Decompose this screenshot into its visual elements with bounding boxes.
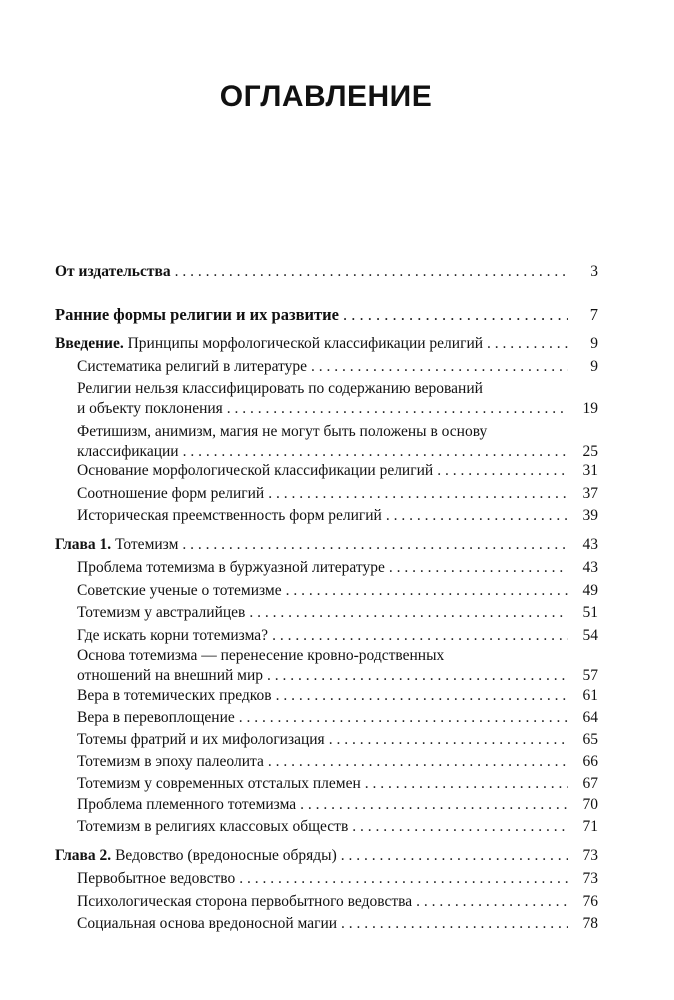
toc-entry-label: От издательства [55, 263, 171, 280]
toc-entry-label: Тотемизм в эпоху палеолита [77, 753, 264, 770]
toc-entry-label: Психологическая сторона первобытного ведовства [77, 893, 413, 910]
toc-entry[interactable] [77, 379, 598, 419]
toc-entry[interactable] [77, 869, 598, 889]
dot-leader [300, 795, 568, 815]
toc-entry[interactable] [77, 817, 598, 837]
dot-leader [437, 461, 568, 481]
toc-entry-chapter-2[interactable] [55, 846, 598, 866]
toc-entry[interactable] [77, 892, 598, 912]
toc-page-number: 25 [582, 443, 598, 460]
toc-entry-label: Тотемизм в религиях классовых обществ [77, 818, 349, 835]
toc-entry[interactable] [77, 646, 598, 686]
dot-leader [268, 484, 568, 504]
toc-page-number: 51 [582, 604, 598, 621]
toc-entry[interactable] [77, 752, 598, 772]
toc-entry[interactable] [77, 708, 598, 728]
toc-entry[interactable] [77, 795, 598, 815]
toc-entry-early-forms[interactable] [55, 305, 598, 325]
toc-entry-prefix: Введение. [55, 335, 124, 352]
toc-page-number: 43 [582, 536, 598, 553]
dot-leader [311, 357, 568, 377]
toc-entry-text: Принципы морфологической классификации религий [123, 335, 484, 352]
toc-entry[interactable] [77, 506, 598, 526]
toc-entry-label-line1: Основа тотемизма — перенесение кровно-родственных [77, 647, 445, 664]
dot-leader [268, 752, 568, 772]
dot-leader [386, 506, 568, 526]
toc-entry[interactable] [77, 626, 598, 646]
toc-entry-label [55, 535, 178, 555]
toc-entry[interactable] [77, 686, 598, 706]
toc-page-number: 9 [590, 358, 598, 375]
dot-leader [286, 581, 568, 601]
toc-entry[interactable] [77, 484, 598, 504]
toc-entry-label-line2: и объекту поклонения [77, 400, 223, 417]
toc-entry-text: Тотемизм [111, 536, 179, 553]
toc-entry-label [55, 334, 483, 354]
toc-entry-label: Проблема тотемизма в буржуазной литературе [77, 559, 385, 576]
dot-leader [276, 686, 568, 706]
toc-entry[interactable] [77, 914, 598, 934]
toc-entry-text: Ведовство (вредоносные обряды) [111, 847, 337, 864]
toc-entry[interactable] [77, 774, 598, 794]
toc-page-number: 49 [582, 582, 598, 599]
dot-leader [365, 774, 568, 794]
toc-entry-label: Систематика религий в литературе [77, 358, 308, 375]
toc-page-number: 19 [582, 400, 598, 417]
toc-page-number: 31 [582, 462, 598, 479]
dot-leader [341, 846, 568, 866]
dot-leader [416, 892, 568, 912]
toc-entry[interactable] [77, 581, 598, 601]
toc-entry[interactable] [77, 357, 598, 377]
toc-entry-label: Тотемы фратрий и их мифологизация [77, 731, 325, 748]
toc-entry-label: Вера в перевоплощение [77, 709, 235, 726]
toc-entry-label: Тотемизм у современных отсталых племен [77, 775, 361, 792]
dot-leader [183, 442, 568, 462]
toc-entry-from-publisher[interactable] [55, 262, 598, 282]
toc-page-number: 73 [582, 870, 598, 887]
toc-entry-prefix: Глава 2. [55, 847, 112, 864]
toc-page-number: 76 [582, 893, 598, 910]
toc-entry-prefix: Глава 1. [55, 536, 112, 553]
dot-leader [239, 869, 568, 889]
toc-page-number: 64 [582, 709, 598, 726]
toc-entry-label-line1: Религии нельзя классифицировать по содержанию верований [77, 380, 483, 397]
toc-entry-label: Вера в тотемических предков [77, 687, 272, 704]
toc-entry-label: Проблема племенного тотемизма [77, 796, 297, 813]
toc-entry-introduction[interactable] [55, 334, 598, 354]
toc-page-number: 7 [589, 305, 598, 324]
toc-entry[interactable] [77, 461, 598, 481]
toc-page-number: 54 [582, 627, 598, 644]
dot-leader [239, 708, 568, 728]
toc-page-number: 67 [582, 775, 598, 792]
dot-leader [175, 262, 568, 282]
toc-page-number: 3 [590, 263, 598, 280]
toc-page-number: 66 [582, 753, 598, 770]
toc-entry-label: Основание морфологической классификации религий [77, 462, 434, 479]
toc-page-number: 65 [582, 731, 598, 748]
toc-entry-label: Где искать корни тотемизма? [77, 627, 269, 644]
toc-entry-label [55, 846, 337, 866]
dot-leader [249, 603, 568, 623]
toc-entry-chapter-1[interactable] [55, 535, 598, 555]
dot-leader [352, 817, 568, 837]
toc-page-number: 37 [582, 485, 598, 502]
toc-entry-label: Историческая преемственность форм религий [77, 507, 382, 524]
toc-page-number: 43 [582, 559, 598, 576]
toc-entry[interactable] [77, 422, 598, 462]
toc-page-number: 78 [582, 915, 598, 932]
toc-entry-label: Соотношение форм религий [77, 485, 265, 502]
toc-entry[interactable] [77, 558, 598, 578]
dot-leader [343, 305, 568, 325]
toc-entry-label-line1: Фетишизм, анимизм, магия не могут быть положены в основу [77, 423, 488, 440]
toc-entry-label: Социальная основа вредоносной магии [77, 915, 338, 932]
page-title: ОГЛАВЛЕНИЕ [219, 80, 433, 113]
dot-leader [182, 535, 568, 555]
toc-entry-label: Тотемизм у австралийцев [77, 604, 246, 621]
toc-entry-label-line2: классификации [77, 443, 179, 460]
toc-entry-label: Советские ученые о тотемизме [77, 582, 282, 599]
toc-entry[interactable] [77, 730, 598, 750]
dot-leader [272, 626, 568, 646]
dot-leader [389, 558, 568, 578]
toc-entry-label-line2: отношений на внешний мир [77, 667, 264, 684]
dot-leader [267, 666, 568, 686]
toc-page-number: 9 [590, 335, 598, 352]
toc-entry-label: Ранние формы религии и их развитие [55, 305, 339, 324]
toc-page-number: 71 [582, 818, 598, 835]
toc-page-number: 61 [582, 687, 598, 704]
toc-page-number: 57 [582, 667, 598, 684]
toc-page-number: 39 [582, 507, 598, 524]
toc-entry[interactable] [77, 603, 598, 623]
dot-leader [329, 730, 568, 750]
toc-page-number: 73 [582, 847, 598, 864]
toc-page-number: 70 [582, 796, 598, 813]
dot-leader [227, 399, 568, 419]
dot-leader [487, 334, 568, 354]
dot-leader [341, 914, 568, 934]
toc-entry-label: Первобытное ведовство [77, 870, 236, 887]
